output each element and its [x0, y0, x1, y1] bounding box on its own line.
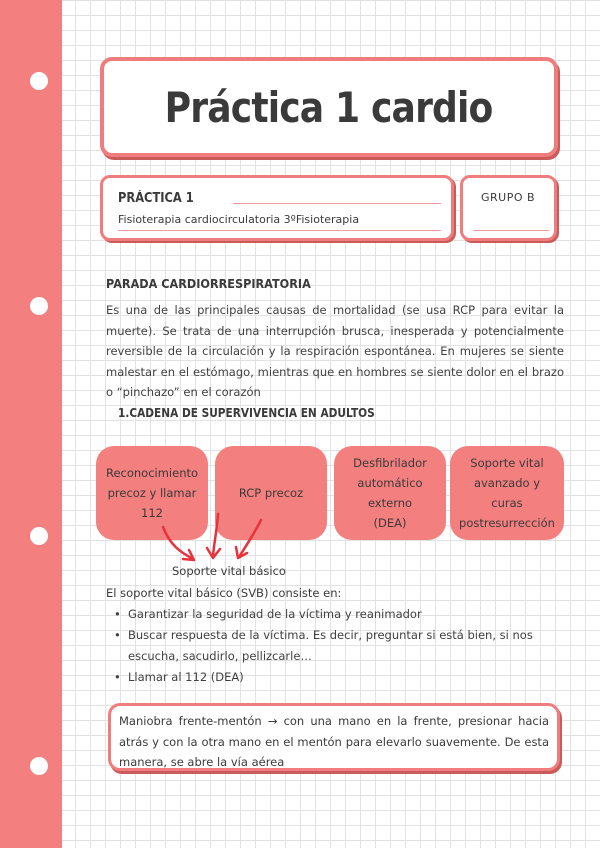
list-item: • Garantizar la seguridad de la víctima y reanimador	[114, 604, 566, 625]
subject-text: Fisioterapia cardiocirculatoria 3ºFisioterapia	[118, 213, 360, 226]
list-item: • Llamar al 112 (DEA)	[114, 667, 566, 688]
chain-title: 1.CADENA DE SUPERVIVENCIA EN ADULTOS	[118, 406, 375, 420]
chain-step-label: RCP precoz	[238, 486, 304, 500]
arrow-center	[213, 514, 218, 556]
section-title: PARADA CARDIORRESPIRATORIA	[106, 276, 311, 291]
chain-step-label: Reconocimiento precoz y llamar 112	[105, 466, 199, 520]
section-paragraph: Es una de las principales causas de mortalidad (se usa RCP para evitar la muerte). Se trata de una interrupción brusca, inesperada y potencialmente reversible de la circulación y la respiración espontánea. En mujeres se siente malestar en el estómago, mientras que en hombres se siente dolor en el brazo o “pinchazo” en el corazón	[106, 303, 564, 399]
arrow-left	[163, 527, 193, 559]
list-item: • Buscar respuesta de la víctima. Es decir, preguntar si está bien, si nos escucha, sacudirlo, pellizcarle…	[114, 625, 566, 667]
note-box: Maniobra frente-mentón → con una mano en la frente, presionar hacia atrás y con la otra mano en el mentón para elevarlo suavemente. De esta manera, se abre la vía aérea	[108, 703, 560, 771]
group-label: GRUPO B	[481, 191, 536, 204]
svb-caption: Soporte vital básico	[172, 564, 286, 578]
page-title: Práctica 1 cardio	[165, 82, 493, 132]
chain-step-label: Desfibrilador automático externo (DEA)	[353, 456, 427, 530]
practice-label: PRÁCTICA 1	[118, 191, 194, 206]
svb-intro: El soporte vital básico (SVB) consiste en:	[106, 586, 342, 600]
svb-list	[114, 604, 566, 688]
arrow-right	[239, 520, 261, 557]
chain-step-label: Soporte vital avanzado y curas postresurrección	[459, 456, 555, 530]
